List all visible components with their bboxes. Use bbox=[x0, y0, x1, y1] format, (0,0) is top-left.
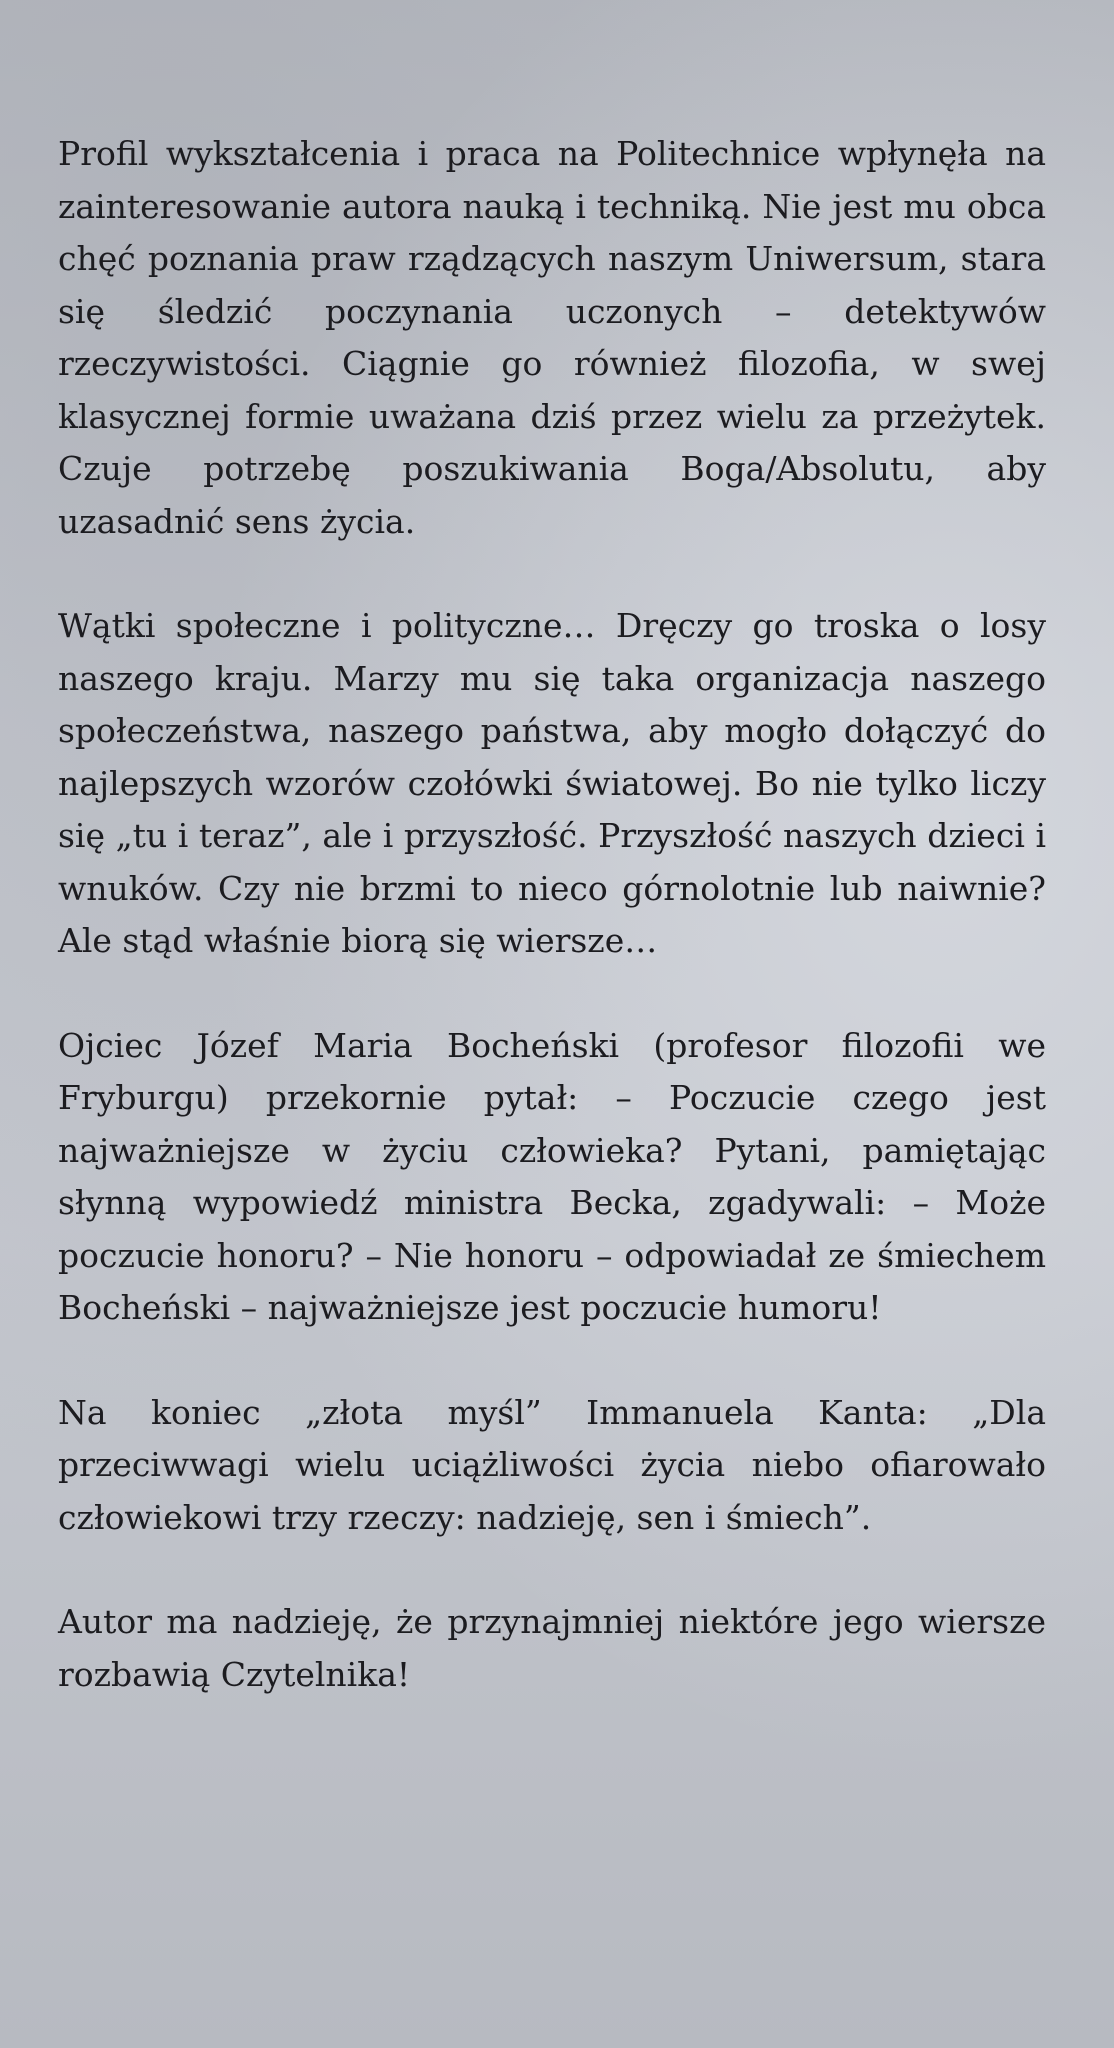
text-block bbox=[58, 128, 1046, 1701]
paragraph-bochenski: Ojciec Józef Maria Bocheński (profesor filozofii we Fryburgu) przekornie pytał: – Poczucie czego jest najważniejsze w życiu człowieka? Pytani, pamiętając słynną wypowiedź ministra Becka, zgadywali: – Może poczucie honoru? – Nie honoru – odpowiadał ze śmiechem Bocheński – najważniejsze jest poczucie humoru! bbox=[58, 1025, 1046, 1327]
paragraph-education: Profil wykształcenia i praca na Politechnice wpłynęła na zainteresowanie autora nauką i techniką. Nie jest mu obca chęć poznania praw rządzących naszym Uniwersum, stara się śledzić poczynania uczonych – detektywów rzeczywistości. Ciągnie go również filozofia, w swej klasycznej formie uważana dziś przez wielu za przeżytek. Czuje potrzebę poszukiwania Boga/Absolutu, aby uzasadnić sens życia. bbox=[58, 134, 1046, 541]
paragraph-social-political: Wątki społeczne i polityczne… Dręczy go troska o losy naszego kraju. Marzy mu się taka organizacja naszego społeczeństwa, naszego państwa, aby mogło dołączyć do najlepszych wzorów czołówki światowej. Bo nie tylko liczy się „tu i teraz”, ale i przyszłość. Przyszłość naszych dzieci i wnuków. Czy nie brzmi to nieco górnolotnie lub naiwnie? Ale stąd właśnie biorą się wiersze… bbox=[58, 606, 1046, 960]
paragraph-closing: Autor ma nadzieję, że przynajmniej niektóre jego wiersze rozbawią Czytelnika! bbox=[58, 1602, 1046, 1694]
paragraph-kant-quote: Na koniec „złota myśl” Immanuela Kanta: „Dla przeciwwagi wielu uciążliwości życia niebo ofiarowało człowiekowi trzy rzeczy: nadzieję, sen i śmiech”. bbox=[58, 1392, 1046, 1537]
